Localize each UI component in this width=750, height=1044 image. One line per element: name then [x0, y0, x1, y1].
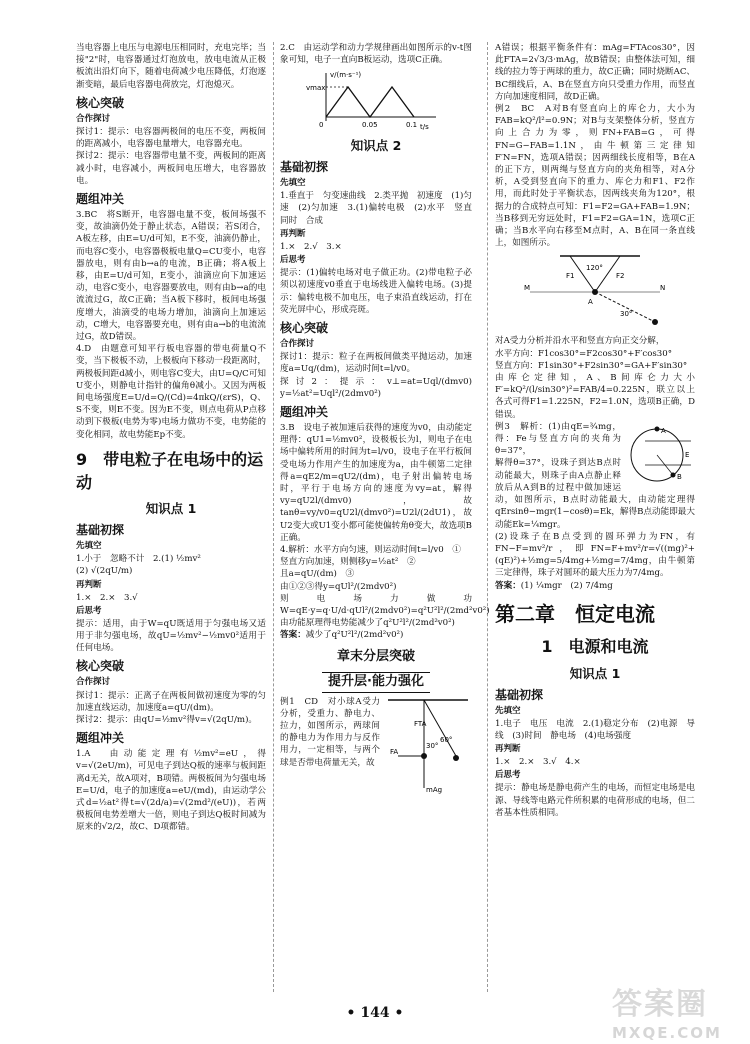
example-1: 例1 CD 对小球A受力分析，受重力、静电力、拉力，如图所示，两球间的静电力为作用力与反作用力，一定相等，与两个球是否带电荷量无关，故 — [280, 696, 380, 768]
heading-basic: 基础初探 — [280, 160, 329, 175]
heading-judge: 再判断 — [76, 579, 102, 590]
answer-2: 2.C 由运动学和动力学规律画出如图所示的v-t图象可知，电子一直向B板运动，选项C正确。 — [280, 43, 472, 66]
graph-vmax: vmax — [306, 84, 326, 93]
answer-label: 答案： — [280, 630, 306, 641]
heading-judge: 再判断 — [495, 744, 521, 755]
fig-label: F2 — [616, 272, 625, 281]
graph-line — [326, 87, 414, 117]
judge-answer: 1.× 2.× 3.√ 4.× — [495, 757, 581, 768]
fig-label: 30° — [620, 310, 633, 319]
ring-figure — [625, 421, 695, 491]
paragraph: 探讨1：提示：粒子在两板间做类平抛运动，加速度a=Uq/(dm)，运动时间t=l/v0。 — [280, 352, 472, 375]
knowledge-point-title: 知识点 2 — [350, 138, 402, 154]
equation: 水平方向：F1cos30°=F2cos30°+F′cos30° — [495, 348, 673, 359]
answer-3: 3.B 设电子被加速后获得的速度为v0，由动能定理得：qU1=½mv0²，设极板长为l，则电子在电场中偏转所用的时间为t=l/v0，设电子在平行板间受电场力作用产生的加速度为a，由牛顿第二定律得a=qE2/m=qU2/(dm)，电子射出偏转电场时，平行于电场方向的速度为vy=at，解得vy=qU2l/(dmv0)，故tanθ=vy/v0=qU2l/(dmv0²)=U2l/(2dU1)，故U2变大或U1变小都可能使偏转角θ变大，故选项B正确。 — [280, 422, 472, 543]
equation: 由①②③得y=qUl²/(2mdv0²) — [280, 581, 397, 592]
graph-xlabel: t/s — [420, 123, 429, 132]
paragraph: 对A受力分析并沿水平和竖直方向正交分解， — [495, 336, 665, 347]
graph-ylabel: v/(m·s⁻¹) — [330, 71, 362, 80]
paragraph: 提示：(1)偏转电场对电子做正功。(2)带电粒子必须以初速度v0垂直于电场线进入偏转电场。(3)提示：偏转电极不加电压，电子束沿直线运动，打在荧光屏中心，形成亮斑。 — [280, 268, 472, 315]
answer-line — [280, 629, 472, 641]
fig-label: A — [588, 298, 593, 307]
force-figure — [520, 252, 670, 332]
column-divider — [487, 42, 488, 992]
svg-text:FA: FA — [390, 747, 399, 756]
section-title: 1 电源和电流 — [541, 637, 649, 657]
paragraph: 探讨1：提示：正离子在两板间做初速度为零的匀加速直线运动，加速度a=qU/(dm)。 — [76, 690, 266, 713]
fig-label: M — [524, 284, 531, 293]
heading-think: 后思考 — [76, 605, 102, 616]
equation: 由功能原理得电势能减少了q²U²l²/(2md²v0²) — [280, 618, 455, 629]
heading-judge: 再判断 — [280, 228, 306, 239]
equation: 竖直方向加速，则侧移y=½at² ② — [280, 557, 416, 568]
paragraph: 由库仑定律知，A、B间库仑力大小F′=kQ²/(l/sin30°)²=FAB/4=0.225N，联立以上各式可得F1=1.225N，F2=1.0N，选项B正确，D错误。 — [495, 373, 695, 420]
example-3: 例3 解析：(1)由qE=¾mg，得：Fe与竖直方向的夹角为θ=37°， — [495, 421, 621, 457]
heading-basic: 基础初探 — [76, 523, 125, 537]
heading-coop: 合作探讨 — [280, 339, 315, 350]
answer-value: 减少了q²U²l²/(2md²v0²) — [305, 630, 404, 641]
heading-fill: 先填空 — [280, 178, 306, 189]
watermark-line2: MXQE.COM — [612, 1023, 722, 1042]
judge-answer: 1.× 2.× 3.√ — [76, 592, 138, 603]
column-middle — [280, 42, 490, 987]
answer-3: 3.BC 将S断开，电容器电量不变，板间场强不变，故油滴仍处于静止状态，A错误；若S闭合，A板左移，由E=U/d可知，E不变，油滴仍静止，而电容C变小，电容器极板电量Q=CU变小，电容器放电，则有由b→a的电流，B正确；将A板上移，由E=U/d可知，E变小，油滴应向下加速运动，电容C变小，电容器要放电，则有由b→a的电流流过G，故C正确；当A板下移时，板间电场强度增大，油滴受的电场力增加，油滴向上加速运动，C增大，电容器要充电，则有由a→b的电流流过G，故D错误。 — [76, 209, 266, 342]
fill-answer: 1.垂直于 匀变速曲线 2.类平抛 初速度 (1)匀速 (2)匀加速 3.(1)偏转电极 (2)水平 竖直 同时 合成 — [280, 191, 481, 226]
fig-label: N — [660, 284, 666, 293]
chapter-review-title: 章末分层突破 — [336, 648, 415, 664]
paragraph: (2)设珠子在B点受到的圆环弹力为FN，有FN−F=mv²/r，即FN=F+mv²/r=√((mg)²+(qE)²)+½mg=5/4mg+½mg=7/4mg，由牛顿第三定律得，珠子对圆环的最大压力为7/4mg。 — [495, 531, 695, 579]
fig-label: F1 — [566, 272, 575, 281]
fill-answer: (2) √(2qU/m) — [76, 566, 133, 577]
page-number: • 144 • — [346, 1005, 404, 1021]
paragraph: 当电容器上电压与电源电压相同时，充电完毕；当接"2"时，电容器通过灯泡放电，放电电流从正极板流出沿灯向下，随着电荷减少电压降低，灯泡逐渐变暗，最后电容器电荷放完，灯泡熄灭。 — [76, 43, 266, 90]
svg-text:30°: 30° — [426, 741, 439, 750]
graph-tick: 0.05 — [362, 121, 378, 130]
heading-coop: 合作探讨 — [76, 677, 111, 688]
fig-label: 120° — [586, 264, 603, 273]
paragraph: 提示：适用，由于W=qU既适用于匀强电场又适用于非匀强电场，故qU=½mv²−½mv0²适用于任何电场。 — [76, 618, 266, 654]
graph-tick: 0 — [319, 121, 324, 130]
paragraph: 探讨1：提示：电容器两极间的电压不变，两板间的距离减小，电容器电量增大，电容器充电。 — [76, 126, 266, 150]
heading-core: 核心突破 — [76, 95, 125, 110]
heading-think: 后思考 — [280, 255, 306, 266]
equation: 则电场力做功W=qE·y=q·U/d·qUl²/(2mdv0²)=q²U²l²/(2md²v0²) — [280, 593, 490, 616]
chapter-title: 第二章 恒定电流 — [495, 601, 655, 626]
svg-text:A: A — [661, 426, 666, 435]
graph-tick: 0.1 — [406, 121, 418, 130]
paragraph: 探讨2：提示：电容器带电量不变，两板间的距离减小时，电容减小，两板间电压增大，电容器放电。 — [76, 151, 266, 186]
judge-answer: 1.× 2.√ 3.× — [280, 241, 342, 252]
column-right — [495, 42, 695, 987]
knowledge-point-title: 知识点 1 — [145, 501, 197, 517]
section-title: 9 带电粒子在电场中的运动 — [76, 449, 264, 492]
heading-coop: 合作探讨 — [76, 113, 111, 124]
heading-group: 题组冲关 — [76, 731, 125, 746]
paragraph: A错误；根据平衡条件有：mAg=FTAcos30°，因此FTA=2√3/3·mAg，故B错误；由整体法可知，细线的拉力等于两球的重力，故C正确；同时烧断AC、BC细线后，A、B在竖直方向只受重力作用，而竖直方向加速度相同，故D正确。 — [495, 43, 695, 102]
heading-group: 题组冲关 — [76, 191, 125, 206]
upgrade-title — [280, 672, 472, 692]
answer-4: 4.D 由题意可知平行板电容器的带电荷量Q不变，当下极板不动，上极板向下移动一段距离时，两极板间距d减小，则电容C变大，由U=Q/C可知U变小，则静电计指针的偏角θ减小。又因为两板间电场强度E=U/d=Q/(Cd)=4πkQ/(εrS)，Q、S不变，则E不变。因为E不变，则点电荷从P点移动到下极板(电势为零)电场力做功不变，电势能的变化相同，故电势能Ep不变。 — [76, 344, 266, 440]
knowledge-point-title: 知识点 1 — [569, 665, 621, 681]
heading-core: 核心突破 — [280, 321, 329, 335]
answer-line — [495, 580, 695, 592]
heading-think: 后思考 — [495, 770, 521, 781]
svg-text:E: E — [685, 450, 690, 459]
fill-answer: 1.小于 忽略不计 2.(1) ½mv² — [76, 554, 201, 565]
answer-4: 4.解析：水平方向匀速，则运动时间t=l/v0 ① — [280, 544, 461, 555]
equation: 且a=qU/(dm) ③ — [280, 569, 355, 580]
svg-text:mAg: mAg — [426, 785, 443, 794]
upgrade-label: 提升层·能力强化 — [322, 672, 430, 692]
watermark — [612, 984, 747, 1044]
equation: 竖直方向：F1sin30°+F2sin30°=GA+F′sin30° — [495, 360, 688, 371]
heading-fill: 先填空 — [76, 541, 102, 552]
answer-label: 答案： — [495, 580, 521, 591]
page-number-value: 144 — [360, 1005, 390, 1021]
heading-group: 题组冲关 — [280, 404, 329, 419]
column-divider — [273, 42, 274, 992]
column-left — [76, 42, 266, 987]
heading-fill: 先填空 — [495, 705, 521, 716]
example-2: 例2 BC A对B有竖直向上的库仑力，大小为FAB=kQ²/l²=0.9N；对B与支架整体分析，竖直方向上合力为零，则FN+FAB=G，可得FN=G−FAB=1.1N，由牛顿第三定律知F′N=FN，选项A错误；因两细线长度相等，B在A的正下方，则两绳与竖直方向的夹角相等，对A分析，A受到竖直向下的重力、库仑力和F1、F2作用，而此时处于平衡状态，因两线夹角为120°，根据力的合成特点可知：F1=F2=GA+FAB=1.9N；当B移到无穷远处时，F1=F2=GA=1N，选项C正确；当B水平向右移至M点时，A、B在同一条直线上，如图所示。 — [495, 104, 695, 249]
heading-basic: 基础初探 — [495, 687, 544, 702]
answer-1: 1.A 由动能定理有½mv²=eU，得v=√(2eU/m)，可见电子到达Q板的速率与板间距离d无关，故A项对，B项错。两极板间为匀强电场E=U/d，电子的加速度a=eU/(md)，由运动学公式d=½at²得t=√(2d/a)=√(2md²/(eU))，若两极板间电势差增大一倍，则电子到达Q板时间减为原来的√2/2，故C、D项都错。 — [76, 749, 266, 833]
paragraph: 解得θ=37°，设珠子到达B点时动能最大，则珠子由A点静止释放后从A到B的过程中做加速运动，如图所示，B点时动能最大，由动能定理得qErsinθ−mgr(1−cosθ)=Ek，解得B点动能即最大动能Ek=¼mgr。 — [495, 458, 695, 530]
pendulum-figure — [384, 696, 472, 796]
paragraph: 提示：静电场是静电荷产生的电场，而恒定电场是电源、导线等电路元件所积累的电荷形成的电场，但二者基本性质相同。 — [495, 783, 695, 818]
svg-text:60°: 60° — [440, 735, 453, 744]
watermark-line1: 答案圈 — [612, 987, 708, 1022]
heading-core: 核心突破 — [76, 659, 125, 674]
svg-text:FTA: FTA — [414, 719, 427, 728]
paragraph: 探讨2：提示：v⊥=at=Uql/(dmv0) y=½at²=Uql²/(2dmv0²) — [280, 376, 481, 399]
answer-value: (1) ¼mgr (2) 7/4mg — [520, 580, 613, 591]
vt-graph — [306, 69, 446, 131]
svg-text:B: B — [677, 472, 682, 481]
paragraph: 探讨2：提示：由qU=½mv²得v=√(2qU/m)。 — [76, 714, 258, 725]
fill-answer: 1.电子 电压 电流 2.(1)稳定分布 (2)电源 导线 (3)时间 静电场 (4)电场强度 — [495, 718, 695, 741]
